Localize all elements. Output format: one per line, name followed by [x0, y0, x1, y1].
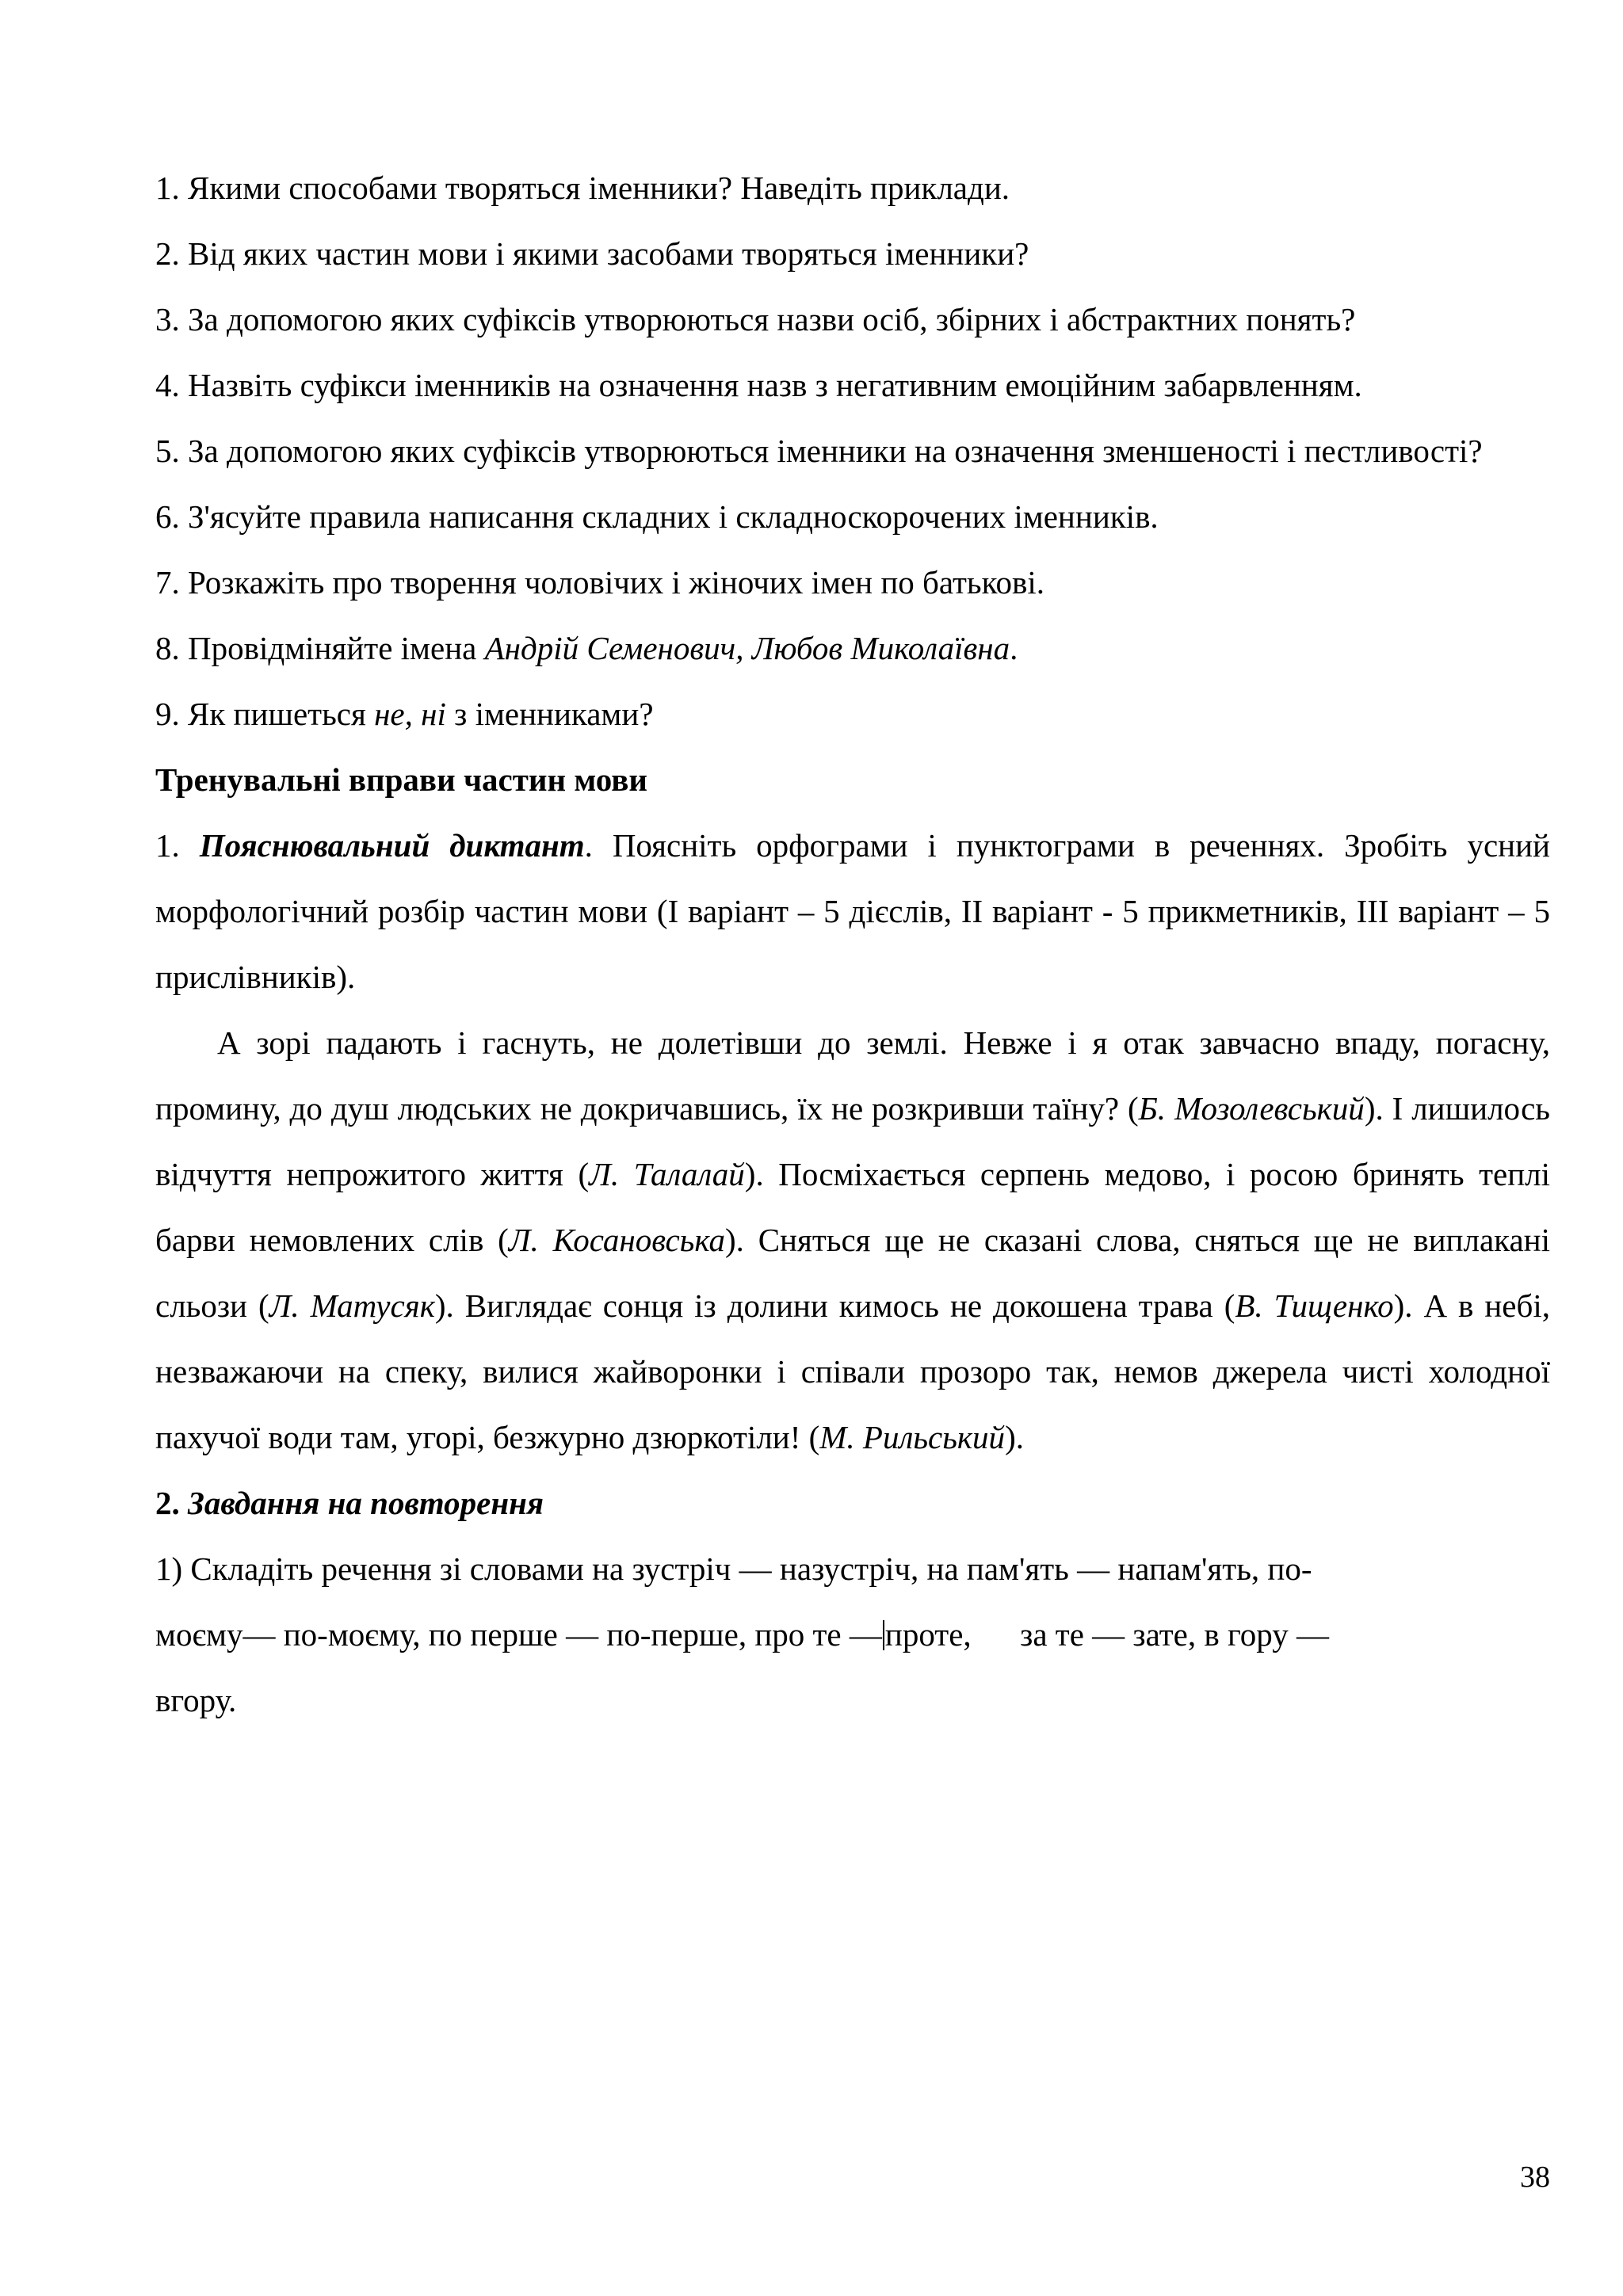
- dictation-sentence: ). Посміхається серпень медово, і росою бринять теплі барви немовлених слів (: [155, 1156, 1551, 1258]
- task-line-2-start: моєму— по-моєму, по перше — по-перше, про те —: [155, 1616, 882, 1653]
- question-8-names: Андрій Семенович, Любов Миколаївна: [484, 630, 1010, 666]
- task-title: Пояснювальний диктант: [199, 827, 585, 864]
- question-9-prefix: 9. Як пишеться: [155, 696, 375, 732]
- task-text: . Поясніть орфограми і пунктограми в реченнях. Зробіть усний морфологічний розбір частин мови (І варіант – 5 дієслів, ІІ варіант - 5 прикметників, ІІІ варіант – 5 прислівників).: [155, 827, 1550, 995]
- question-1: 1. Якими способами творяться іменники? Наведіть приклади.: [155, 170, 1010, 206]
- dictation-author: Л. Матусяк: [269, 1287, 435, 1324]
- question-2: 2. Від яких частин мови і якими засобами творяться іменники?: [155, 235, 1029, 272]
- dictation-author: М. Рильський: [819, 1419, 1006, 1455]
- section-2-title: Завдання на повторення: [188, 1485, 544, 1521]
- dictation-author: Л. Талалай: [589, 1156, 745, 1192]
- question-9-suffix: з іменниками?: [445, 696, 654, 732]
- question-5: 5. За допомогою яких суфіксів утворюються іменники на означення зменшеності і пестливості?: [155, 433, 1483, 469]
- text-cursor: [883, 1620, 884, 1650]
- question-6: 6. З'ясуйте правила написання складних і складноскорочених іменників.: [155, 498, 1159, 535]
- question-8-prefix: 8. Провідміняйте імена: [155, 630, 485, 666]
- dictation-author: Л. Косановська: [508, 1222, 725, 1258]
- dictation-sentence: ).: [1005, 1419, 1024, 1455]
- question-9: [155, 681, 1550, 747]
- page-number: 38: [1520, 2161, 1550, 2194]
- question-7: 7. Розкажіть про творення чоловічих і жіночих імен по батькові.: [155, 564, 1044, 601]
- dictation-text: [155, 1010, 1550, 1470]
- section-1-task: [155, 813, 1550, 1010]
- question-8: [155, 616, 1550, 681]
- dictation-sentence: ). Сняться ще не сказані слова, сняться ще не виплакані сльози (: [155, 1222, 1550, 1324]
- section-2-number: 2.: [155, 1485, 188, 1521]
- section-1-heading: Тренувальні вправи частин мови: [155, 761, 648, 798]
- question-4: 4. Назвіть суфікси іменників на означення назв з негативним емоційним забарвленням.: [155, 367, 1362, 403]
- task-line-1: 1) Складіть речення зі словами на зустріч — назустріч, на пам'ять — напам'ять, по-: [155, 1550, 1312, 1587]
- section-2-heading: [155, 1470, 1550, 1536]
- section-2-task: [155, 1536, 1550, 1733]
- dictation-sentence: ). Виглядає сонця із долини кимось не докошена трава (: [434, 1287, 1235, 1324]
- task-line-2: [155, 1602, 1550, 1668]
- dictation-sentence: ). І лишилось відчуття непрожитого життя (: [155, 1090, 1550, 1192]
- question-8-suffix: .: [1010, 630, 1018, 666]
- dictation-sentence: А зорі падають і гаснуть, не долетівши до землі. Невже і я отак завчасно впаду, погасну, промину, до душ людських не докричавшись, їх не розкривши таїну? (: [155, 1024, 1550, 1127]
- document-page: [155, 155, 1550, 1733]
- dictation-author: В. Тищенко: [1235, 1287, 1394, 1324]
- dictation-sentence: ). А в небі, незважаючи на спеку, вилися жайворонки і співали прозоро так, немов джерела чисті холодної пахучої води там, угорі, безжурно дзюркотіли! (: [155, 1287, 1550, 1455]
- task-line-3: вгору.: [155, 1682, 237, 1718]
- dictation-author: Б. Мозолевський: [1138, 1090, 1365, 1127]
- task-line-2-end: проте, за те — зате, в гору —: [884, 1616, 1329, 1653]
- question-3: 3. За допомогою яких суфіксів утворюються назви осіб, збірних і абстрактних понять?: [155, 301, 1356, 338]
- questions-list: [155, 155, 1550, 747]
- task-number: 1.: [155, 827, 200, 864]
- question-9-particles: не, ні: [374, 696, 446, 732]
